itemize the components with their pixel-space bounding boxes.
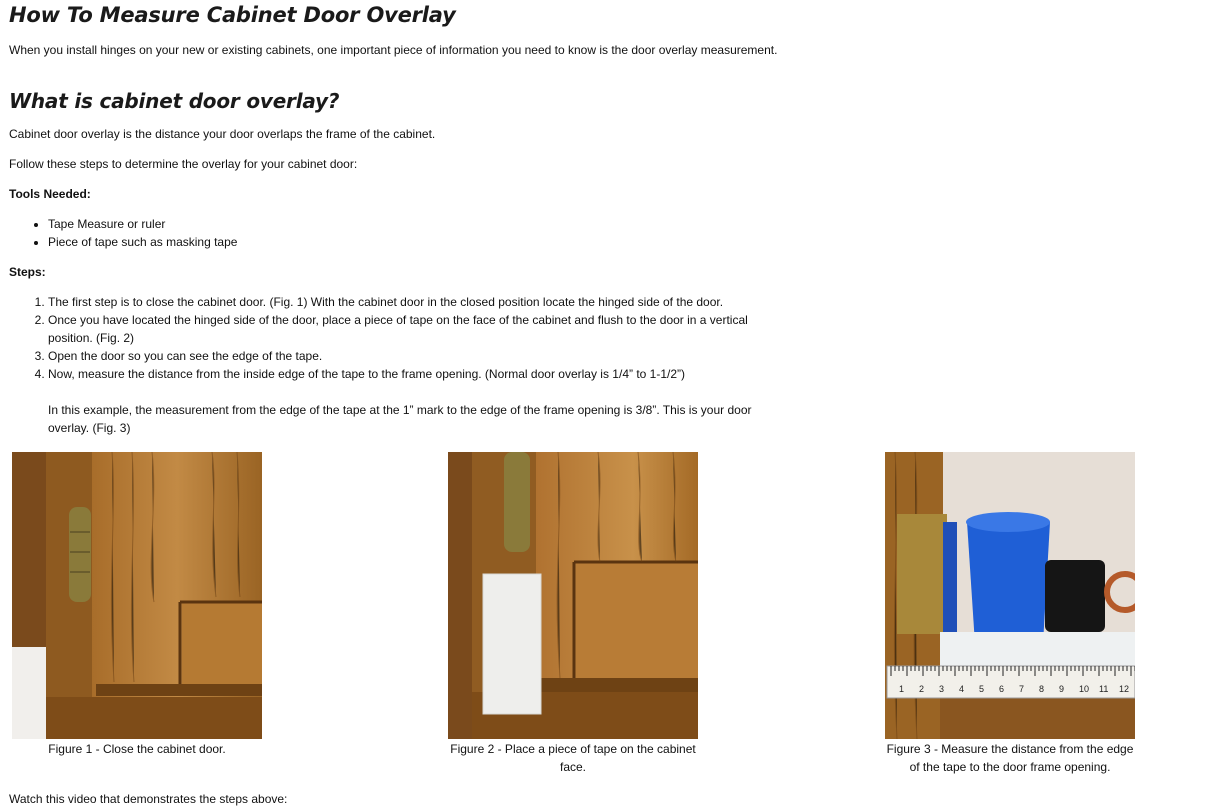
list-item: 4. Now, measure the distance from the inside edge of the tape to the frame opening. (Normal door overlay is 1/4” to 1-1/2”): [48, 365, 753, 383]
tape-number: 1: [899, 684, 905, 694]
page-title: How To Measure Cabinet Door Overlay: [9, 3, 456, 27]
steps-heading: Steps:: [9, 265, 46, 279]
hinge-icon: [69, 507, 91, 602]
black-mug: [1045, 560, 1105, 632]
tape-number: 5: [979, 684, 985, 694]
tape-number: 7: [1019, 684, 1025, 694]
figure-3: [885, 452, 1135, 776]
tape-number: 4: [959, 684, 965, 694]
list-item: • Piece of tape such as masking tape: [48, 233, 748, 251]
tape-number: 6: [999, 684, 1005, 694]
example-paragraph: In this example, the measurement from the edge of the tape at the 1” mark to the edge of the frame opening is 3/8”. This is your door overlay. (Fig. 3): [48, 403, 752, 435]
tape-number: 11: [1099, 684, 1109, 694]
list-item: • Tape Measure or ruler: [48, 215, 748, 233]
tools-heading: Tools Needed:: [9, 187, 91, 201]
video-note: Watch this video that demonstrates the steps above:: [9, 792, 288, 806]
measuring-overlay-photo: [885, 452, 1135, 739]
tape-on-cabinet-photo: [448, 452, 698, 739]
figure-2: [448, 452, 698, 776]
tape-number: 8: [1039, 684, 1045, 694]
tape-number: 12: [1119, 684, 1130, 694]
figure-caption: Figure 1 - Close the cabinet door.: [48, 742, 226, 756]
follow-steps-paragraph: Follow these steps to determine the overlay for your cabinet door:: [9, 157, 358, 171]
intro-paragraph: When you install hinges on your new or existing cabinets, one important piece of information you need to know is the door overlay measurement.: [9, 43, 778, 57]
section-heading: What is cabinet door overlay?: [9, 89, 340, 113]
figure-1: [12, 452, 262, 758]
figure-2-image: [448, 452, 698, 739]
masking-tape: [483, 574, 541, 714]
tape-number: 9: [1059, 684, 1065, 694]
tape-number: 10: [1079, 684, 1090, 694]
list-item: 2. Once you have located the hinged side of the door, place a piece of tape on the face of the cabinet and flush to the door in a vertical position. (Fig. 2): [48, 311, 753, 347]
definition-paragraph: Cabinet door overlay is the distance your door overlaps the frame of the cabinet.: [9, 127, 436, 141]
tape-number: 2: [919, 684, 925, 694]
figure-caption: Figure 2 - Place a piece of tape on the cabinet face.: [450, 742, 696, 774]
blue-cup: [967, 522, 1050, 644]
steps-list: [9, 293, 753, 383]
closed-cabinet-door-photo: [12, 452, 262, 739]
figure-3-image: [885, 452, 1135, 739]
hinge-icon: [504, 452, 530, 552]
tape-number: 3: [939, 684, 945, 694]
list-item: 1. The first step is to close the cabinet door. (Fig. 1) With the cabinet door in the closed position locate the hinged side of the door.: [48, 293, 753, 311]
list-item: 3. Open the door so you can see the edge of the tape.: [48, 347, 753, 365]
figure-caption: Figure 3 - Measure the distance from the edge of the tape to the door frame opening.: [886, 742, 1134, 774]
figure-1-image: [12, 452, 262, 739]
hinge-icon: [897, 514, 947, 634]
tools-list: [9, 215, 748, 251]
